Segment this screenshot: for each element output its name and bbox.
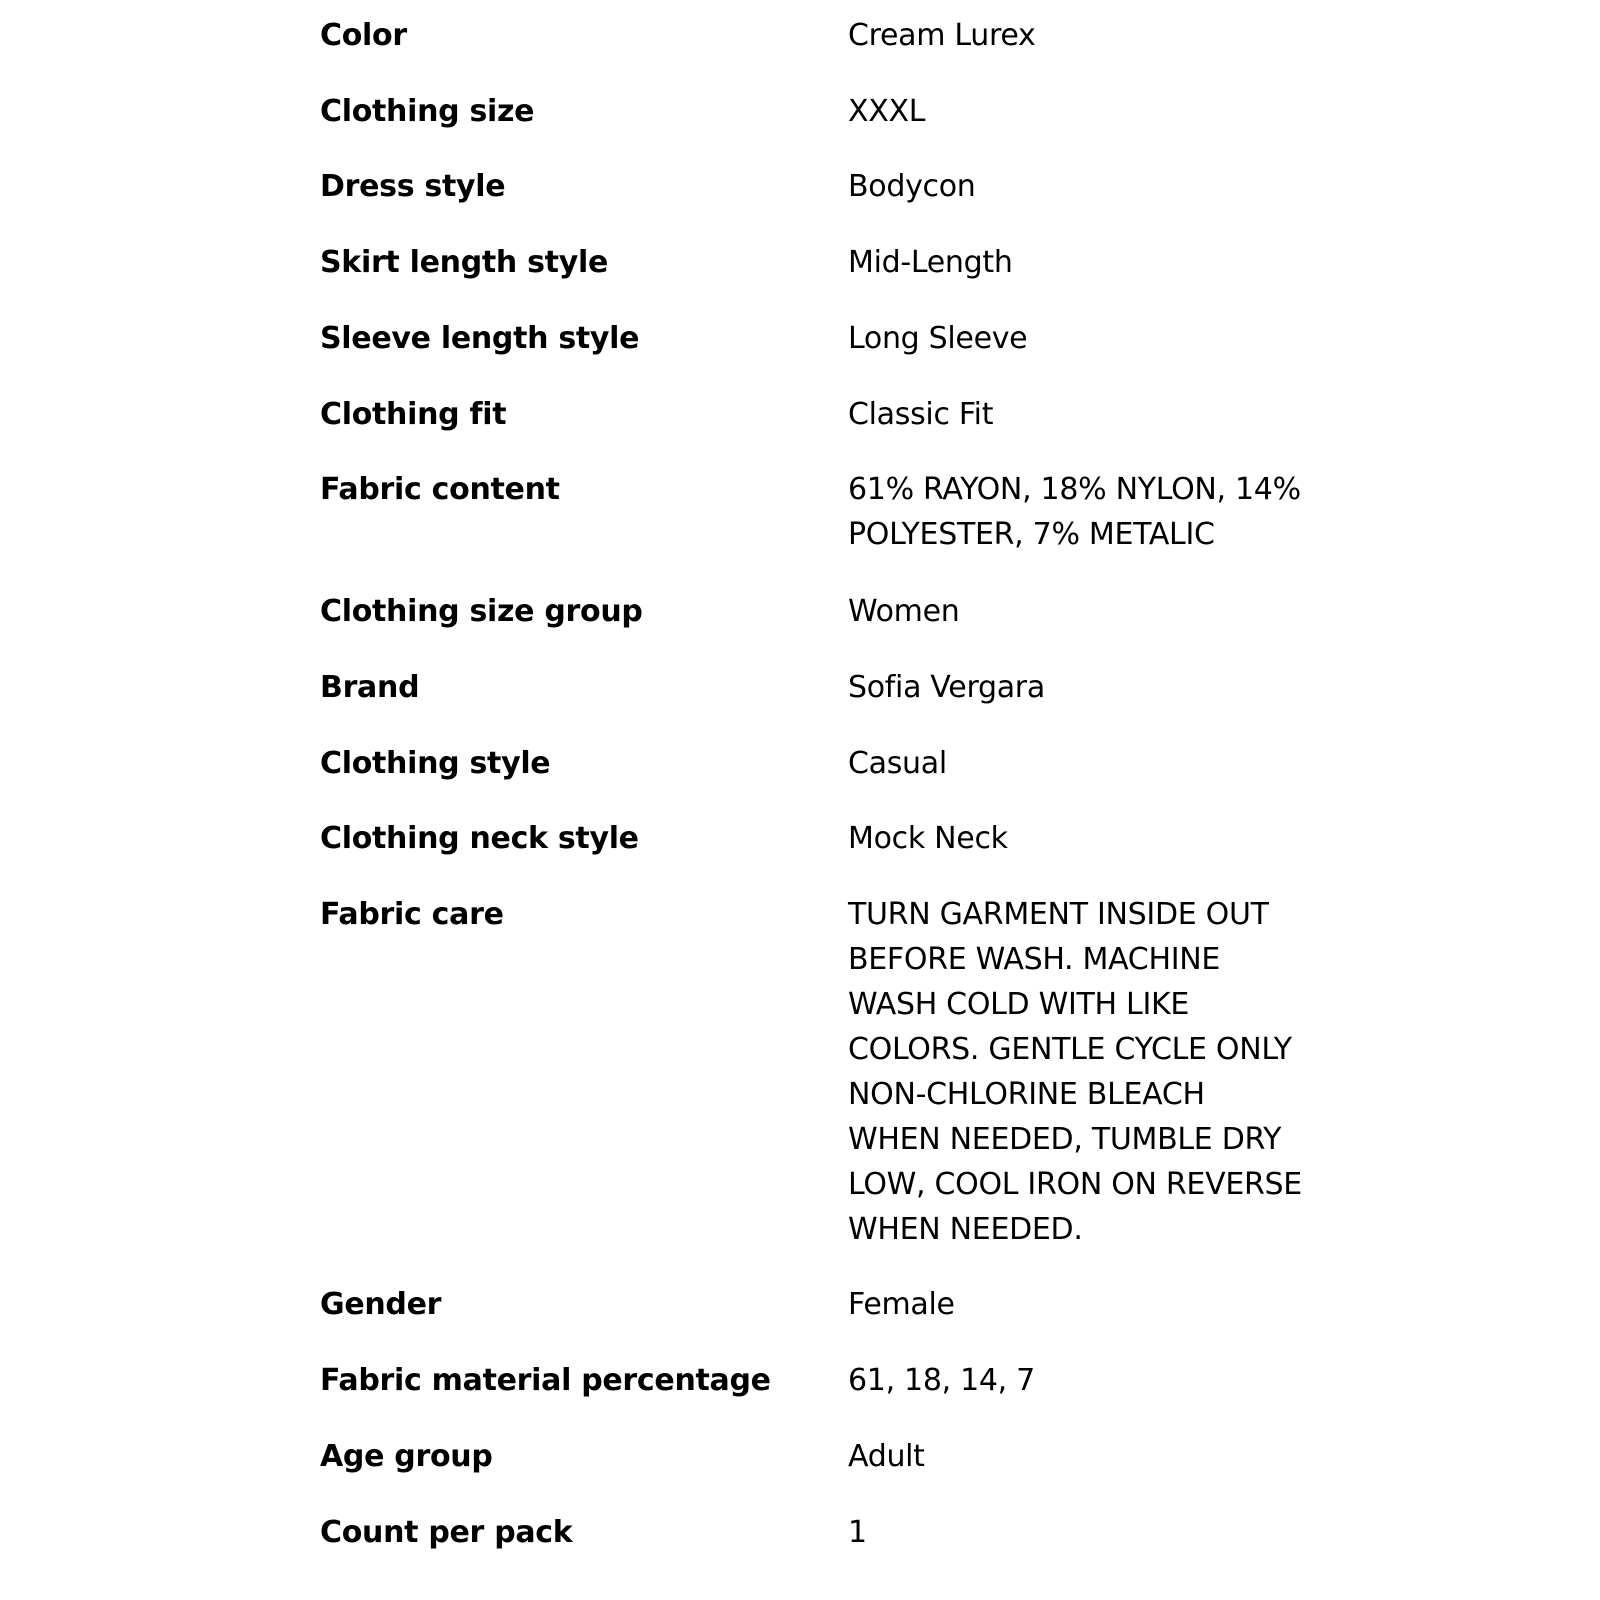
spec-value: Sofia Vergara	[848, 670, 1045, 705]
spec-label: Clothing style	[320, 746, 551, 781]
spec-label: Clothing size	[320, 94, 535, 129]
spec-label: Clothing fit	[320, 397, 507, 432]
spec-value: Female	[848, 1287, 955, 1322]
spec-value: Classic Fit	[848, 397, 994, 432]
spec-value: 1	[848, 1515, 867, 1550]
spec-value: Adult	[848, 1439, 925, 1474]
spec-label: Brand	[320, 670, 420, 705]
spec-label: Clothing size group	[320, 594, 643, 629]
spec-label: Fabric care	[320, 897, 504, 932]
spec-value: Bodycon	[848, 169, 976, 204]
spec-value: Cream Lurex	[848, 18, 1036, 53]
spec-label: Dress style	[320, 169, 506, 204]
spec-value: Long Sleeve	[848, 321, 1028, 356]
spec-label: Clothing neck style	[320, 821, 639, 856]
spec-label: Fabric material percentage	[320, 1363, 771, 1398]
spec-label: Gender	[320, 1287, 442, 1322]
spec-label: Skirt length style	[320, 245, 609, 280]
spec-value: 61% RAYON, 18% NYLON, 14% POLYESTER, 7% METALIC	[848, 472, 1301, 552]
spec-value: 61, 18, 14, 7	[848, 1363, 1035, 1398]
spec-label: Sleeve length style	[320, 321, 640, 356]
spec-value: Women	[848, 594, 960, 629]
spec-value: XXXL	[848, 94, 926, 129]
spec-label: Age group	[320, 1439, 493, 1474]
spec-label: Fabric content	[320, 472, 560, 507]
spec-value: TURN GARMENT INSIDE OUT BEFORE WASH. MACHINE WASH COLD WITH LIKE COLORS. GENTLE CYCLE ONLY NON-CHLORINE BLEACH WHEN NEEDED, TUMBLE DRY LOW, COOL IRON ON REVERSE WHEN NEEDED.	[848, 897, 1302, 1247]
spec-label: Count per pack	[320, 1515, 573, 1550]
spec-value: Mock Neck	[848, 821, 1008, 856]
spec-value: Casual	[848, 746, 947, 781]
spec-label: Color	[320, 18, 407, 53]
spec-value: Mid-Length	[848, 245, 1013, 280]
